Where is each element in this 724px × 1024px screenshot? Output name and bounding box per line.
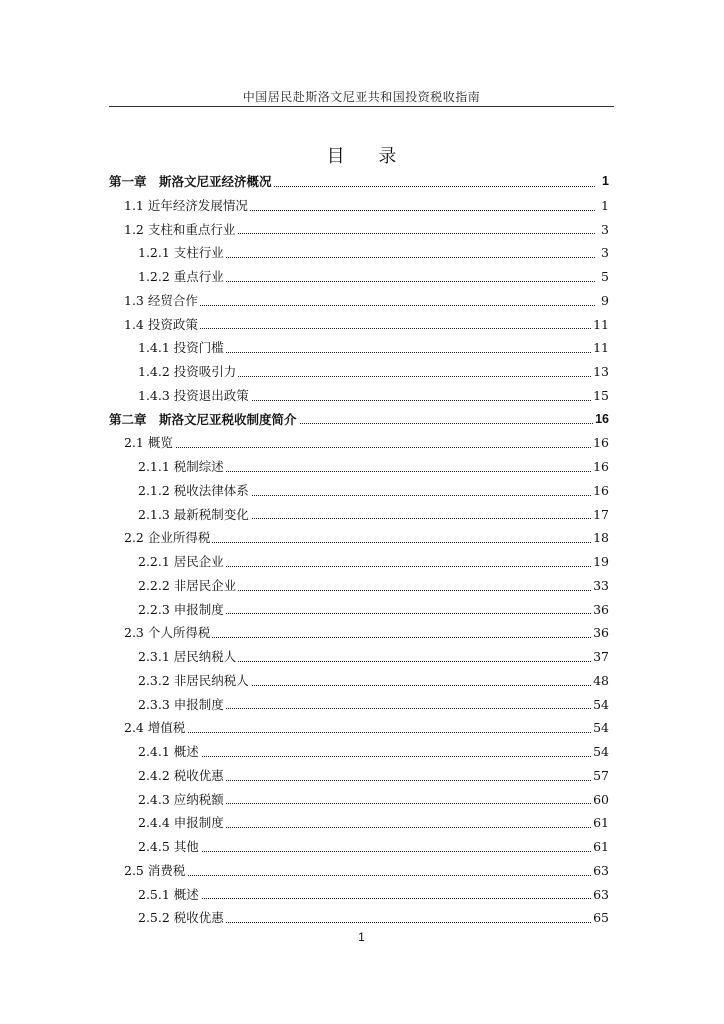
toc-entry[interactable]	[109, 455, 609, 479]
toc-entry-page: 3	[599, 241, 609, 265]
toc-entry-label: 2.3 个人所得税	[124, 621, 212, 645]
toc-entry-page: 33	[591, 574, 609, 598]
toc-entry-page: 48	[591, 669, 609, 693]
toc-entry[interactable]	[109, 384, 609, 408]
toc-entry-label: 2.2.2 非居民企业	[138, 574, 238, 598]
toc-entry-page: 16	[591, 479, 609, 503]
toc-entry-page: 18	[591, 526, 609, 550]
toc-entry[interactable]	[109, 526, 609, 550]
running-header: 中国居民赴斯洛文尼亚共和国投资税收指南	[242, 90, 481, 104]
toc-entry-label: 2.2.1 居民企业	[138, 550, 226, 574]
toc-entry-page: 63	[591, 883, 609, 907]
dot-leader	[138, 898, 595, 899]
table-of-contents	[109, 170, 609, 930]
toc-entry-label: 2.3.2 非居民纳税人	[138, 669, 251, 693]
toc-entry-page: 9	[599, 289, 609, 313]
toc-entry[interactable]	[109, 764, 609, 788]
toc-entry[interactable]	[109, 883, 609, 907]
toc-entry[interactable]	[109, 503, 609, 527]
toc-entry-page: 19	[591, 550, 609, 574]
toc-entry-page: 16	[591, 455, 609, 479]
toc-chapter-entry[interactable]	[109, 408, 609, 432]
toc-entry-page: 60	[591, 788, 609, 812]
toc-entry-page: 16	[593, 408, 609, 432]
toc-entry-label: 2.1.3 最新税制变化	[138, 503, 251, 527]
toc-entry-label: 2.4.2 税收优惠	[138, 764, 226, 788]
dot-leader	[124, 732, 595, 733]
toc-entry-page: 61	[591, 835, 609, 859]
toc-entry-label: 2.1 概览	[124, 431, 175, 455]
toc-entry[interactable]	[109, 241, 609, 265]
toc-entry[interactable]	[109, 716, 609, 740]
toc-entry-page: 54	[591, 740, 609, 764]
toc-entry-page: 11	[591, 336, 609, 360]
toc-entry-label: 1.2.2 重点行业	[138, 265, 226, 289]
toc-entry-page: 65	[591, 906, 609, 930]
toc-entry[interactable]	[109, 265, 609, 289]
toc-entry[interactable]	[109, 218, 609, 242]
toc-entry[interactable]	[109, 740, 609, 764]
toc-entry-page: 54	[591, 716, 609, 740]
toc-entry[interactable]	[109, 360, 609, 384]
toc-entry[interactable]	[109, 194, 609, 218]
toc-entry-page: 61	[591, 811, 609, 835]
toc-entry[interactable]	[109, 336, 609, 360]
header-rule	[109, 106, 614, 107]
toc-entry[interactable]	[109, 835, 609, 859]
toc-entry[interactable]	[109, 621, 609, 645]
toc-entry-page: 13	[591, 360, 609, 384]
toc-entry-page: 17	[591, 503, 609, 527]
toc-entry[interactable]	[109, 431, 609, 455]
toc-chapter-entry[interactable]	[109, 170, 609, 194]
toc-entry[interactable]	[109, 479, 609, 503]
toc-entry-label: 1.2 支柱和重点行业	[124, 218, 237, 242]
toc-entry-label: 2.4.1 概述	[138, 740, 201, 764]
toc-entry-page: 36	[591, 598, 609, 622]
toc-entry[interactable]	[109, 598, 609, 622]
toc-entry-label: 1.4.2 投资吸引力	[138, 360, 238, 384]
toc-entry-label: 第二章 斯洛文尼亚税收制度简介	[109, 408, 299, 432]
toc-entry-page: 57	[591, 764, 609, 788]
toc-entry-page: 15	[591, 384, 609, 408]
toc-title: 目 录	[326, 146, 411, 167]
toc-entry[interactable]	[109, 645, 609, 669]
toc-entry-label: 1.2.1 支柱行业	[138, 241, 226, 265]
toc-entry-label: 2.1.2 税收法律体系	[138, 479, 251, 503]
toc-entry-page: 11	[591, 313, 609, 337]
dot-leader	[138, 756, 595, 757]
toc-entry-label: 1.3 经贸合作	[124, 289, 200, 313]
toc-entry-label: 2.4.3 应纳税额	[138, 788, 226, 812]
toc-entry-label: 2.5.2 税收优惠	[138, 906, 226, 930]
toc-entry-label: 2.4.5 其他	[138, 835, 201, 859]
toc-entry-label: 2.4.4 申报制度	[138, 811, 226, 835]
toc-entry[interactable]	[109, 313, 609, 337]
toc-entry[interactable]	[109, 788, 609, 812]
toc-entry[interactable]	[109, 859, 609, 883]
page-number: 1	[358, 930, 365, 944]
toc-entry-page: 37	[591, 645, 609, 669]
toc-entry[interactable]	[109, 289, 609, 313]
toc-entry-label: 1.4 投资政策	[124, 313, 200, 337]
toc-entry[interactable]	[109, 906, 609, 930]
toc-entry-page: 1	[600, 170, 609, 194]
toc-entry-label: 2.5 消费税	[124, 859, 187, 883]
toc-entry[interactable]	[109, 693, 609, 717]
toc-entry-label: 1.4.1 投资门槛	[138, 336, 226, 360]
toc-entry-page: 1	[599, 194, 609, 218]
toc-entry[interactable]	[109, 811, 609, 835]
toc-entry[interactable]	[109, 574, 609, 598]
toc-entry[interactable]	[109, 550, 609, 574]
toc-entry-page: 54	[591, 693, 609, 717]
toc-entry[interactable]	[109, 669, 609, 693]
toc-entry-label: 2.2 企业所得税	[124, 526, 212, 550]
toc-entry-page: 63	[591, 859, 609, 883]
toc-entry-label: 第一章 斯洛文尼亚经济概况	[109, 170, 274, 194]
toc-entry-label: 2.1.1 税制综述	[138, 455, 226, 479]
toc-entry-label: 1.4.3 投资退出政策	[138, 384, 251, 408]
toc-entry-label: 2.2.3 申报制度	[138, 598, 226, 622]
toc-entry-label: 2.5.1 概述	[138, 883, 201, 907]
dot-leader	[124, 447, 595, 448]
toc-entry-label: 2.4 增值税	[124, 716, 187, 740]
toc-entry-page: 36	[591, 621, 609, 645]
dot-leader	[138, 851, 595, 852]
toc-entry-page: 3	[599, 218, 609, 242]
toc-entry-page: 16	[591, 431, 609, 455]
toc-entry-label: 1.1 近年经济发展情况	[124, 194, 250, 218]
toc-entry-page: 5	[599, 265, 609, 289]
dot-leader	[124, 875, 595, 876]
toc-entry-label: 2.3.1 居民纳税人	[138, 645, 238, 669]
toc-entry-label: 2.3.3 申报制度	[138, 693, 226, 717]
